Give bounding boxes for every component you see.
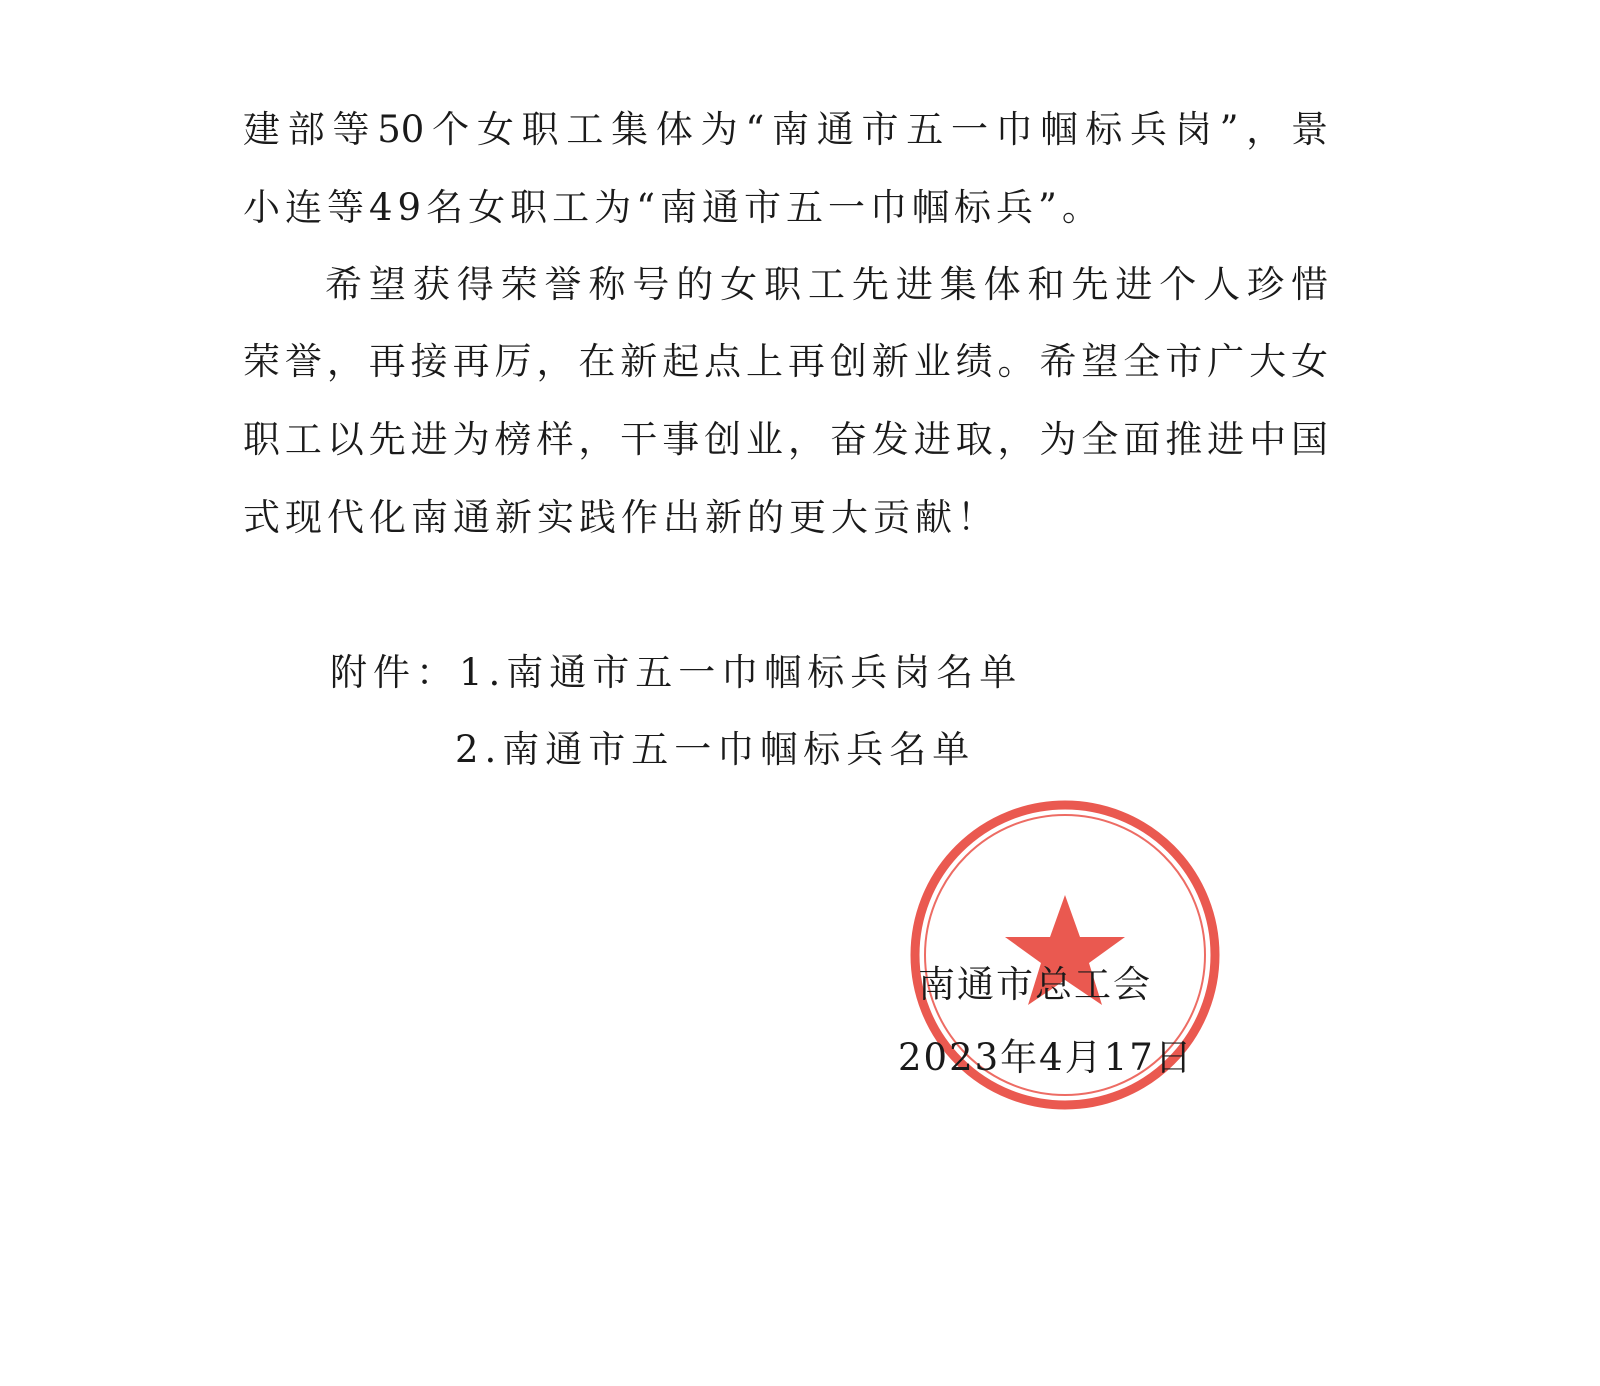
body-line-6: 式现代化南通新实践作出新的更大贡献！ (243, 496, 999, 539)
body-line-3: 希望获得荣誉称号的女职工先进集体和先进个人珍惜 (325, 263, 1328, 306)
signature-date: 2023年4月17日 (898, 1036, 1194, 1079)
attachment-1 (330, 651, 1022, 695)
attachment-2: 2.南通市五一巾帼标兵名单 (455, 728, 976, 771)
signature-organization: 南通市总工会 (918, 963, 1152, 1006)
body-line-2: 小连等49名女职工为“南通市五一巾帼标兵”。 (243, 186, 1104, 229)
body-line-5: 职工以先进为榜样，干事创业，奋发进取，为全面推进中国 (243, 418, 1328, 461)
attachment-item: 1.南通市五一巾帼标兵岗名单 (459, 651, 1023, 694)
body-line-1: 建部等50个女职工集体为“南通市五一巾帼标兵岗”，景 (243, 108, 1328, 151)
body-line-4: 荣誉，再接再厉，在新起点上再创新业绩。希望全市广大女 (243, 340, 1328, 383)
attachment-label: 附件： (330, 651, 459, 694)
